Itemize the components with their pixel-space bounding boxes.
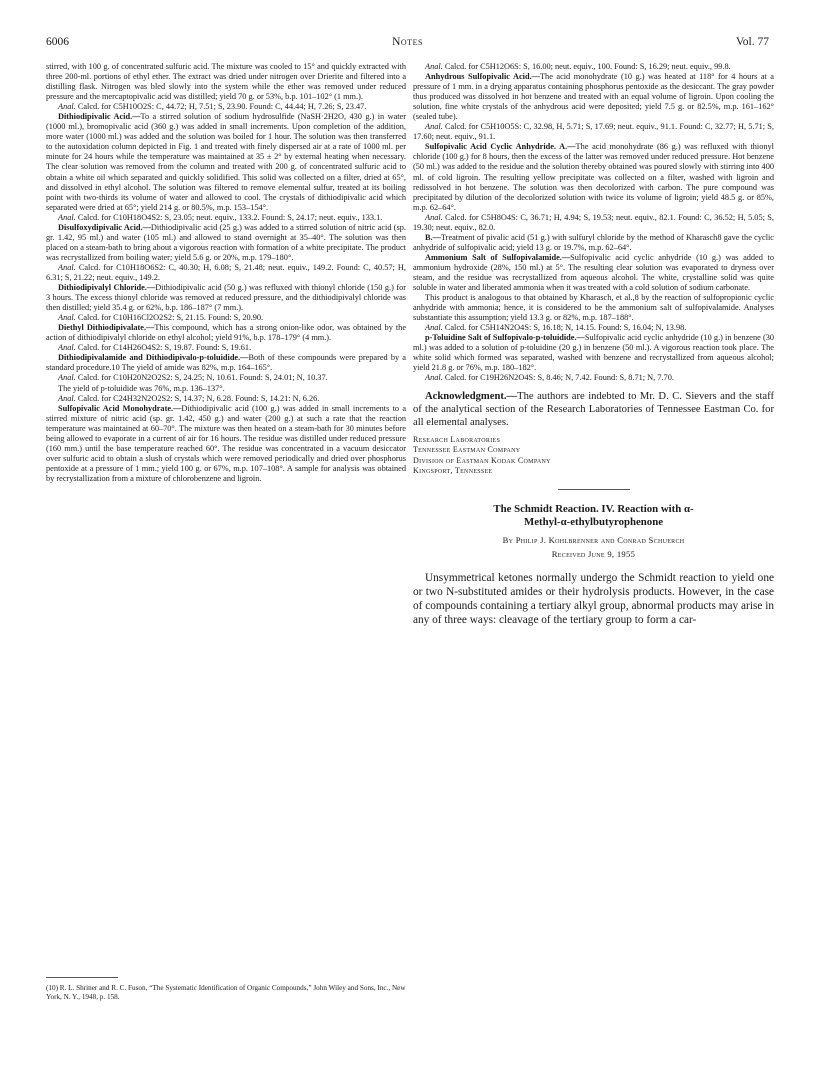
affiliation-line: Tennessee Eastman Company	[413, 445, 521, 454]
footnote-rule	[46, 977, 118, 978]
affiliation-line: Division of Eastman Kodak Company	[413, 455, 551, 465]
volume-label: Vol. 77	[735, 36, 769, 48]
acknowledgment: Acknowledgment.—The authors are indebted to Mr. D. C. Sievers and the staff of the analytical section of the Research Laboratories of Tennessee Eastman Co. for all elemental analyses.	[413, 390, 774, 428]
analysis-line: Anal. Calcd. for C19H26N2O4S: S, 8.46; N, 7.42. Found: S, 8.71; N, 7.70.	[425, 373, 674, 383]
section-title: Notes	[392, 36, 423, 48]
section-divider	[558, 489, 630, 490]
article-authors: By Philip J. Kohlbrenner and Conrad Schuerch	[502, 534, 685, 545]
analysis-line: Anal. Calcd. for C10H20N2O2S2: S, 24.25; N, 10.61. Found: S, 24.01; N, 10.37.	[58, 373, 328, 383]
analysis-line: Anal. Calcd. for C24H32N2O2S2: S, 14.37; N, 6.28. Found: S, 14.21: N, 6.26.	[58, 393, 320, 403]
analysis-line: Anal. Calcd. for C14H26O4S2: S, 19.87. Found: S, 19.61.	[58, 343, 252, 353]
paragraph: Diethyl Dithiodipivalate.—This compound, which has a strong onion-like odor, was obtained by the action of dithiodipivalyl chloride on ethyl alcohol; yield 91%, b.p. 178–179° (4 mm.).	[46, 323, 407, 343]
analysis-line: Anal. Calcd. for C5H14N2O4S: S, 16.18; N, 14.15. Found: S, 16.04; N, 13.98.	[425, 323, 687, 333]
right-column	[413, 62, 774, 627]
paragraph: Dithiodipivalic Acid.—To a stirred solution of sodium hydrosulfide (NaSH·2H2O, 430 g.) in water (1000 ml.), bromopivalic acid (360 g.) was added in small increments. Upon completion of the addition, more water (1000 ml.) was added and the solution was boiled for 1 hour. The solution was then transferred to the autoxidation column depicted in Fig. 1 and treated with finely dispersed air at a rate of 1000 ml. per minute for 24 hours while the temperature was maintained at 35 ± 2° by external heating when necessary. The clear solution was removed from the column and treated with 200 g. of concentrated sulfuric acid to obtain a white oil which separated and quickly solidified. This solid was collected on a filter, dried at 65°, and dissolved in ethyl alcohol. The solution was filtered to remove elemental sulfur, treated at its boiling point with two-thirds its volume of water and allowed to cool. The crystals of dithiodipivalic acid which separated were dried at 65°; yield 214 g. or 80.5%, m.p. 153–154°.	[46, 112, 407, 212]
paragraph: Disulfoxydipivalic Acid.—Dithiodipivalic acid (25 g.) was added to a stirred solution of nitric acid (sp. gr. 1.42, 95 ml.) and water (105 ml.) and allowed to stand overnight at 35–40°. The solution was then placed on a steam-bath to bring about a vigorous reaction with formation of a white precipitate. The product was recrystallized from boiling water; yield 5.6 g. or 20%, m.p. 179–180°.	[46, 222, 406, 262]
paragraph: Sulfopivalic Acid Monohydrate.—Dithiodipivalic acid (100 g.) was added in small increments to a stirred mixture of nitric acid (sp. gr. 1.42, 450 g.) and water (200 g.) at such a rate that the reaction temperature was maintained at 60–70°. The mixture was then heated on a steam-bath for 30 minutes before being allowed to evaporate in a current of air for 16 hours. The residue was distilled under reduced pressure (160 mm.) until the base temperature reached 60°. The residue was concentrated in a vacuum desiccator over sulfuric acid to obtain a slush of crystals which were removed periodically and dried over phosphorus pentoxide at a pressure of 1 mm.; yield 100 g. or 67%, m.p. 107–108°. A sample for analysis was obtained by recrystallization from a mixture of chlorobenzene and ligroin.	[46, 403, 407, 483]
paragraph: This product is analogous to that obtained by Kharasch, et al.,8 by the reaction of sulfopropionic cyclic anhydride with ammonia; hence, it is considered to be the ammonium salt of sulfopivalamide. Analyses substantiate this assumption; yield 13.3 g. or 82%, m.p. 187–188°.	[413, 293, 774, 323]
paragraph: B.—Treatment of pivalic acid (51 g.) with sulfuryl chloride by the method of Kharasch8 gave the cyclic anhydride of sulfopivalic acid; yield 13 g. or 19.7%, m.p. 62–64°.	[413, 232, 774, 252]
paragraph: Anhydrous Sulfopivalic Acid.—The acid monohydrate (10 g.) was heated at 118° for 4 hours at a pressure of 1 mm. in a drying apparatus containing phosphorus pentoxide as the desiccant. The gray powder thus produced was dissolved in hot benzene and treated with an equal volume of ligroin. Upon cooling the solution, fine white crystals of the anhydrous acid were deposited; yield 7.5 g. or 82.5%, m.p. 161–162° (sealed tube).	[413, 72, 774, 122]
affiliation	[413, 435, 774, 477]
article-body: Unsymmetrical ketones normally undergo the Schmidt reaction to yield one or two N-substituted amides or their hydrolysis products. However, in the case of compounds containing a tertiary alkyl group, abnormal products may arise in any of three ways: cleavage of the tertiary group to form a car-	[413, 571, 774, 626]
received-date: Received June 9, 1955	[551, 548, 636, 559]
running-header	[46, 36, 769, 50]
analysis-line: Anal. Calcd. for C10H18O6S2: C, 40.30; H, 6.08; S, 21.48; neut. equiv., 149.2. Found: C, 40.57; H, 6.31; S, 21.22; neut. equiv., 149.2.	[46, 262, 406, 282]
article-title-line: The Schmidt Reaction. IV. Reaction with α-	[493, 502, 694, 515]
paragraph: p-Toluidine Salt of Sulfopivalo-p-toluidide.—Sulfopivalic acid cyclic anhydride (10 g.) in benzene (30 ml.) was added to a solution of p-toluidine (20 g.) in benzene (50 ml.). A vigorous reaction took place. The white solid which formed was separated, washed with benzene and recrystallized from aqueous alcohol; yield 21.8 g. or 76%, m.p. 180–182°.	[413, 333, 774, 373]
page-number: 6006	[46, 36, 69, 48]
left-column	[46, 62, 406, 484]
analysis-line: Anal. Calcd. for C5H8O4S: C, 36.71; H, 4.94; S, 19.53; neut. equiv., 82.1. Found: C, 36.52; H, 5.05; S, 19.30; neut. equiv., 82.0.	[413, 212, 774, 232]
analysis-line: Anal. Calcd. for C10H18O4S2: S, 23.05; neut. equiv., 133.2. Found: S, 24.17; neut. equiv., 133.1.	[58, 212, 383, 222]
paragraph: The yield of p-toluidide was 76%, m.p. 136–137°.	[58, 383, 225, 393]
paragraph: Dithiodipivalyl Chloride.—Dithiodipivalic acid (50 g.) was refluxed with thionyl chloride (150 g.) for 3 hours. The excess thionyl chloride was removed at reduced pressure, and the dithiodipivalyl chloride was then distilled; yield 35.4 g. or 62%, b.p. 186–187° (7 mm.).	[46, 283, 406, 313]
paragraph: Ammonium Salt of Sulfopivalamide.—Sulfopivalic acid cyclic anhydride (10 g.) was added to ammonium hydroxide (28%, 150 ml.) at 5°. The resulting clear solution was evaporated to dryness over steam, and the residue was recrystallized from aqueous alcohol. The white, crystalline solid was quite soluble in water and liberated ammonia when it was treated with a cold solution of sodium carbonate.	[413, 252, 774, 293]
analysis-line: Anal. Calcd. for C5H12O6S: S, 16.00; neut. equiv., 100. Found: S, 16.29; neut. equiv., 99.8.	[425, 62, 731, 71]
affiliation-line: Research Laboratories	[413, 434, 501, 444]
paragraph: stirred, with 100 g. of concentrated sulfuric acid. The mixture was cooled to 15° and quickly extracted with three 200-ml. portions of ethyl ether. The extract was dried under nitrogen over Drierite and filtered into a distilling flask. Nitrogen was bled slowly into the system while the ether was removed under reduced pressure and the mercaptopivalic acid was distilled; yield 70 g. or 53%, b.p. 101–102° (1 mm.).	[46, 62, 406, 102]
analysis-line: Anal. Calcd. for C5H10O5S: C, 32.98, H, 5.71; S, 17.69; neut. equiv., 91.1. Found: C, 32.77; H, 5.71; S, 17.60; neut. equiv., 91.1.	[413, 122, 774, 142]
article-title	[413, 503, 774, 530]
analysis-line: Anal. Calcd. for C10H16Cl2O2S2: S, 21.15. Found: S, 20.90.	[58, 313, 264, 323]
footnote: (10) R. L. Shriner and R. C. Fuson, “The Systematic Identification of Organic Compounds,” John Wiley and Sons, Inc., New York, N. Y., 1948, p. 158.	[46, 984, 406, 1001]
affiliation-line: Kingsport, Tennessee	[413, 466, 493, 475]
paragraph: Dithiodipivalamide and Dithiodipivalo-p-toluidide.—Both of these compounds were prepared by a standard procedure.10 The yield of amide was 82%, m.p. 164–165°.	[46, 353, 406, 373]
analysis-line: Anal. Calcd. for C5H10O2S: C, 44.72; H, 7.51; S, 23.90. Found: C, 44.44; H, 7.26; S, 23.47.	[58, 102, 367, 112]
paragraph: Sulfopivalic Acid Cyclic Anhydride. A.—The acid monohydrate (86 g.) was refluxed with thionyl chloride (100 g.) for 8 hours, then the excess of the latter was removed under reduced pressure. Hot benzene (50 ml.) was added to the residue and the solution thereby obtained was poured slowly with stirring into 400 ml. of cold ligroin. The resulting yellow precipitate was collected on a filter, washed with ligroin and redissolved in hot benzene. The solution was then decolorized with carbon. The pure compound was precipitated by dilution of the decolorized solution with twice its volume of ligroin; yield 48.5 g. or 85%, m.p. 62–64°.	[413, 142, 774, 212]
article-title-line: Methyl-α-ethylbutyrophenone	[524, 516, 663, 528]
